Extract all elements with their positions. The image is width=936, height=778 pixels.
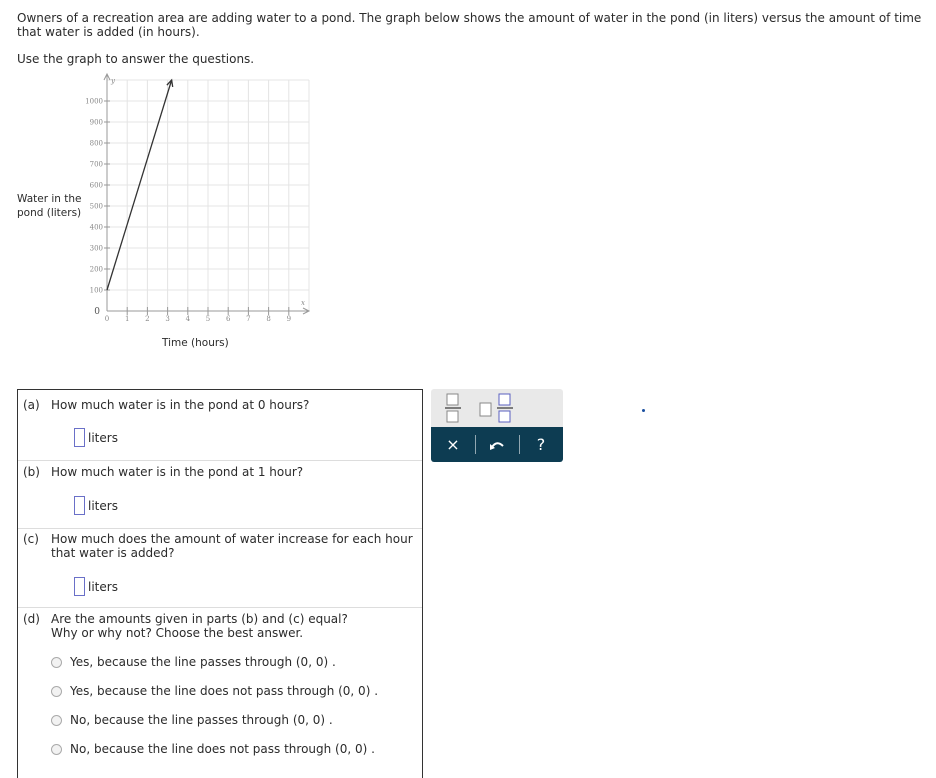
y-axis-label: Water in the pond (liters) [17,193,82,219]
answer-a-row [74,428,118,447]
option-1-label: Yes, because the line passes through (0, 0) . [70,655,336,669]
radio-option-2[interactable] [51,686,62,697]
question-b-text: How much water is in the pond at 1 hour? [51,465,304,479]
help-button[interactable] [519,427,563,462]
option-4[interactable] [51,742,375,756]
x-tick-label: 8 [266,315,271,323]
question-d-text-2: Why or why not? Choose the best answer. [51,626,304,640]
answer-toolbar [431,389,563,462]
y-tick-label: 700 [89,160,103,169]
x-tick-label: 3 [165,315,170,323]
x-tick-label: 7 [246,315,251,323]
option-1[interactable] [51,655,336,669]
instruction-text: Use the graph to answer the questions. [17,52,255,66]
fraction-icon[interactable] [443,393,463,423]
mixed-number-icon[interactable] [477,393,517,423]
x-tick-label: 9 [286,315,292,323]
questions-panel [17,389,423,778]
action-bar [431,427,563,462]
y-tick-label: 500 [89,202,103,211]
divider [18,607,422,608]
divider [18,460,422,461]
x-axis-label: Time (hours) [162,337,229,349]
clear-icon: × [446,435,460,454]
option-3-label: No, because the line passes through (0, 0) . [70,713,333,727]
x-tick-label: 5 [205,315,211,323]
y-tick-label: 600 [89,181,103,190]
answer-c-input[interactable] [74,577,85,596]
y-tick-label: 900 [89,118,103,127]
y-tick-label: 100 [89,286,103,295]
tick-labels [85,77,305,323]
radio-option-1[interactable] [51,657,62,668]
answer-a-unit: liters [88,430,118,445]
question-a-label: (a) [23,398,40,412]
option-2[interactable] [51,684,378,698]
grid [107,80,309,311]
radio-option-4[interactable] [51,744,62,755]
radio-option-3[interactable] [51,715,62,726]
undo-icon [489,439,505,451]
question-c [23,532,413,560]
answer-c-row [74,577,118,596]
divider [18,528,422,529]
question-d [23,612,348,640]
y-tick-label: 300 [89,244,103,253]
y-tick-label: 400 [89,223,103,232]
origin-label: 0 [94,307,100,317]
y-tick-label: 800 [89,139,103,148]
x-tick-label: 0 [104,315,110,323]
option-2-label: Yes, because the line does not pass through (0, 0) . [70,684,379,698]
question-a [23,398,309,412]
question-b [23,465,303,479]
option-3[interactable] [51,713,333,727]
y-variable-label: y [111,77,115,85]
question-b-label: (b) [23,465,40,479]
option-4-label: No, because the line does not pass through (0, 0) . [70,742,375,756]
line-graph [0,0,320,330]
y-tick-label: 1000 [85,97,103,106]
marker-dot [642,409,645,412]
question-d-label: (d) [23,612,40,626]
question-a-text: How much water is in the pond at 0 hours? [51,398,310,412]
undo-button[interactable] [475,427,519,462]
question-c-text-2: that water is added? [51,546,175,560]
answer-a-input[interactable] [74,428,85,447]
question-d-text-1: Are the amounts given in parts (b) and (c) equal? [51,612,348,626]
question-c-label: (c) [23,532,39,546]
x-tick-label: 4 [185,315,191,323]
answer-b-unit: liters [88,498,118,513]
axes [104,74,309,315]
template-palette [431,389,563,427]
answer-b-input[interactable] [74,496,85,515]
x-variable-label: x [301,299,305,307]
x-tick-label: 6 [225,315,231,323]
answer-b-row [74,496,118,515]
x-tick-label: 2 [145,315,150,323]
question-c-text-1: How much does the amount of water increase for each hour [51,532,413,546]
help-icon: ? [536,435,546,454]
clear-button[interactable] [431,427,475,462]
answer-c-unit: liters [88,579,118,594]
x-tick-label: 1 [124,315,130,323]
problem-intro: Owners of a recreation area are adding water to a pond. The graph below shows the amount of water in the pond (in liters) versus the amount of time that water is added (in hours). [17,11,922,39]
y-tick-label: 200 [89,265,103,274]
